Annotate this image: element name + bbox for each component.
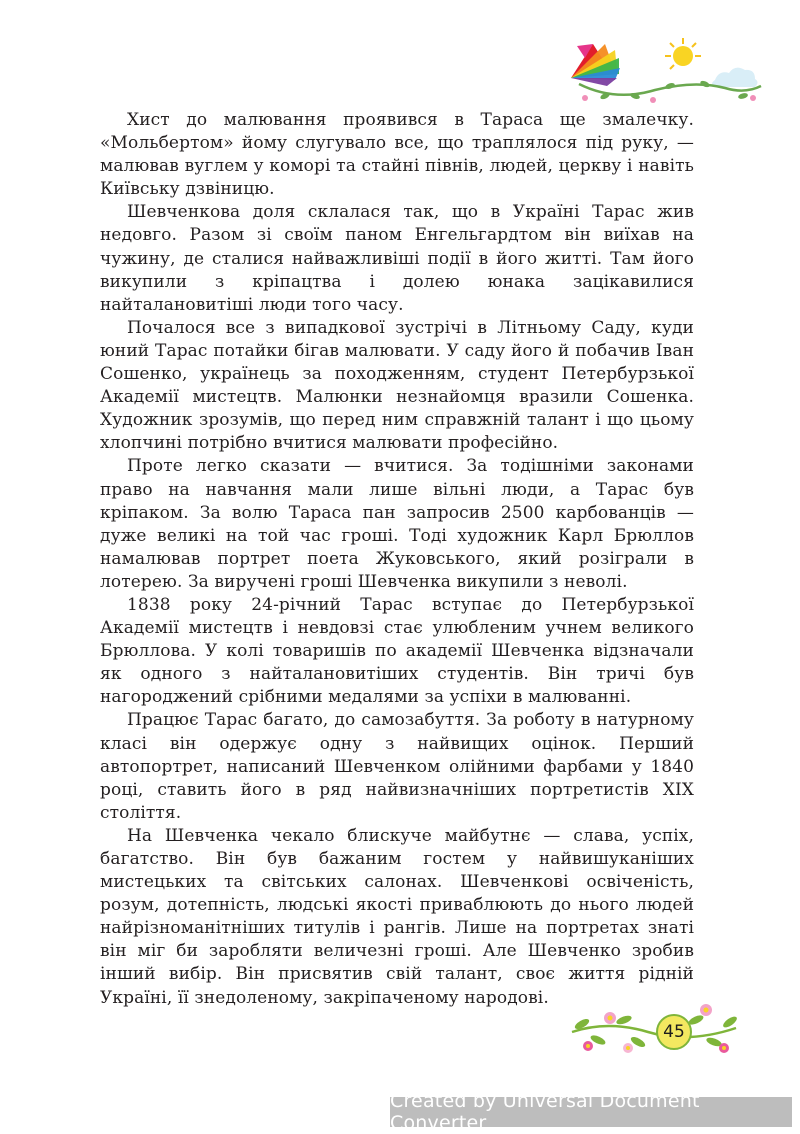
flower-icon xyxy=(623,1043,633,1053)
sun-icon xyxy=(665,38,701,69)
paragraph: Шевченкова доля склалася так, що в Україні Тарас жив недовго. Разом зі своїм паном Енгельгардтом він виїхав на чужину, де сталися найважливіші події в його житті. Там його викупили з кріпацтва і долею юнака зацікавилися найталановитіші люди того часу. xyxy=(100,202,694,315)
watermark-text: Created by Universal Document Converter xyxy=(390,1090,700,1134)
rainbow-kite-icon xyxy=(571,44,620,86)
flower-icon xyxy=(583,1041,593,1051)
paragraph: На Шевченка чекало блискуче майбутнє — слава, успіх, багатство. Він був бажаним гостем у найвишуканіших мистецьких та світських салонах. Шевченкові освіченість, розум, дотепність, людські якості приваблюють до нього людей найрізноманітніших титулів і рангів. Лише на портретах знаті він міг би заробляти величезні гроші. Але Шевченко зробив інший вибір. Він присвятив свій талант, своє життя рідній Україні, її знедоленому, закріпаченому народові. xyxy=(100,825,694,1008)
cloud-icon xyxy=(712,68,758,87)
main-text xyxy=(100,109,694,1010)
flowers-vine-icon xyxy=(568,998,740,1058)
paragraph: Працює Тарас багато, до самозабуття. За роботу в натурному класі він одержує одну з найвищих оцінок. Перший автопортрет, написаний Шевченком олійними фарбами у 1840 році, ставить його в ряд найвизначніших портретистів XIX століття. xyxy=(100,710,694,823)
paragraph: Проте легко сказати — вчитися. За тодішніми законами право на навчання мали лише вільні люди, а Тарас був кріпаком. За волю Тараса пан запросив 2500 карбованців — дуже великі на той час гроші. Тоді художник Карл Брюллов намалював портрет поета Жуковського, який розіграли в лотерею. За виручені гроші Шевченка викупили з неволі. xyxy=(100,456,694,592)
page-number: 45 xyxy=(663,1022,685,1042)
flower-icon xyxy=(719,1043,729,1053)
paragraph: 1838 року 24-річний Тарас вступає до Петербурзької Академії мистецтв і невдовзі стає улюбленим учнем великого Брюллова. У колі товаришів по академії Шевченка відзначали як одного з найталановитіших студентів. Він тричі був нагороджений срібними медалями за успіхи в малюванні. xyxy=(100,594,694,708)
flower-icon xyxy=(700,1004,712,1016)
flower-icon xyxy=(604,1012,616,1024)
page-number-badge xyxy=(656,1014,692,1050)
rainbow-kite-sun-vine-icon xyxy=(565,36,765,106)
converter-watermark xyxy=(390,1090,792,1134)
paragraph: Хист до малювання проявився в Тараса ще змалечку. «Мольбертом» йому слугувало все, що траплялося під руку, — малював вуглем у коморі та стайні півнів, людей, церкву і навіть Київську дзвіницю. xyxy=(100,110,694,200)
paragraph: Почалося все з випадкової зустрічі в Літньому Саду, куди юний Тарас потайки бігав малювати. У саду його й побачив Іван Сошенко, українець за походженням, студент Петербурзької Академії мистецтв. Малюнки незнайомця вразили Сошенка. Художник зрозумів, що перед ним справжній талант і що цьому хлопчині потрібно вчитися малювати професійно. xyxy=(100,317,694,454)
